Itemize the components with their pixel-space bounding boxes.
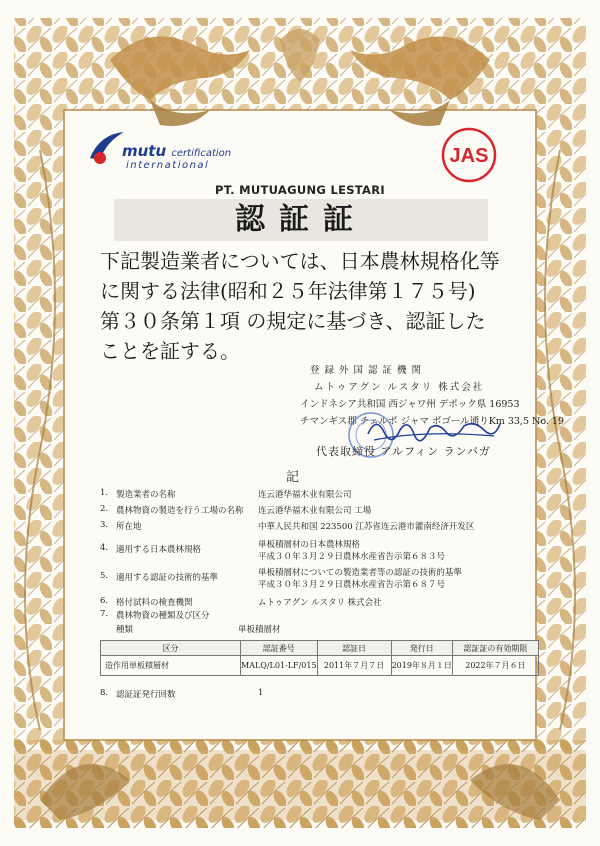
item-label: 種類 <box>116 625 134 635</box>
certificate-statement <box>100 246 530 366</box>
issuer-type: 登録外国認証機関 <box>310 365 427 376</box>
company-name: PT. MUTUAGUNG LESTARI <box>214 183 385 197</box>
table-header: 発行日 <box>391 641 452 656</box>
item-label: 所在地 <box>116 522 142 532</box>
logo-brand: mutu certification <box>122 142 232 160</box>
item-value: 単板積層材の日本農林規格 <box>258 540 361 550</box>
table-cell: 2011年７月７日 <box>317 656 391 676</box>
item-number: 1. <box>100 488 109 498</box>
item-number: 5. <box>100 571 109 581</box>
ki-heading: 記 <box>286 470 300 485</box>
statement-line: に関する法律(昭和２５年法律第１７５号) <box>100 279 476 303</box>
item-number: 6. <box>100 596 109 606</box>
logo-subtitle: international <box>126 160 210 171</box>
certificate-title: 認証証 <box>235 202 367 237</box>
item-label: 適用する日本農林規格 <box>116 545 202 555</box>
item-value-2: 平成３０年３月２９日農林水産省告示第６８３号 <box>258 552 446 562</box>
issuer-address-1: インドネシア共和国 西ジャワ州 デポック県 16953 <box>300 399 520 410</box>
table-cell: MALQ/L01-LF/015 <box>241 656 318 676</box>
table-cell: 造作用単板積層材 <box>101 656 241 676</box>
table-header: 認証日 <box>317 641 391 656</box>
jas-mark-text: JAS <box>449 145 489 167</box>
table-header: 認証番号 <box>241 641 318 656</box>
mutu-swoosh-icon <box>86 128 126 168</box>
table-row <box>101 656 539 676</box>
item-number: 2. <box>100 504 109 514</box>
item-value: ムトゥアグン ルスタリ 株式会社 <box>258 598 382 608</box>
statement-line: 第３０条第１項 の規定に基づき、認証した <box>100 309 486 333</box>
item-label: 適用する認証の技術的基準 <box>116 573 219 583</box>
issuer-address-2: チマンギス郡 チェルボ ジャマ ボゴール通りKm 33,5 No. 19 <box>300 416 564 427</box>
item-value: 连云港华福木业有限公司 工場 <box>258 506 372 516</box>
table-header: 認証証の有効期限 <box>452 641 538 656</box>
table-header-row <box>101 641 539 656</box>
item-label: 格付試料の検査機関 <box>116 598 193 608</box>
issuer-name: ムトゥアグン ルスタリ 株式会社 <box>314 382 485 393</box>
item-label: 認証証発行回数 <box>116 690 176 700</box>
item-label: 農林物資の製造を行う工場の名称 <box>116 506 244 516</box>
item-label: 製造業者の名称 <box>116 490 176 500</box>
table-cell: 2022年７月６日 <box>452 656 538 676</box>
item-value: 中華人民共和国 223500 江苏省连云港市灌南经济开发区 <box>258 522 475 532</box>
mutu-certification-logo <box>86 128 232 178</box>
item-value: 単板積層材 <box>238 625 281 635</box>
item-number: 3. <box>100 520 109 530</box>
representative-signer: 代表取締役 アルフィン ランバガ <box>316 445 491 458</box>
table-header: 区分 <box>101 641 241 656</box>
item-number: 4. <box>100 543 109 553</box>
item-label: 農林物資の種類及び区分 <box>116 611 210 621</box>
item-value: 1 <box>258 688 264 698</box>
statement-line: ことを証する。 <box>100 339 240 363</box>
statement-line: 下記製造業者については、日本農林規格化等 <box>100 249 500 273</box>
item-number: 8. <box>100 688 109 698</box>
item-value: 単板積層材についての製造業者等の認証の技術的基準 <box>258 568 462 578</box>
certification-table <box>100 640 539 676</box>
item-value-2: 平成３０年３月２９日農林水産省告示第６８７号 <box>258 580 446 590</box>
table-cell: 2019年８月１日 <box>391 656 452 676</box>
item-value: 连云港华福木业有限公司 <box>258 490 352 500</box>
item-number: 7. <box>100 609 109 619</box>
jas-mark-icon <box>440 126 498 184</box>
